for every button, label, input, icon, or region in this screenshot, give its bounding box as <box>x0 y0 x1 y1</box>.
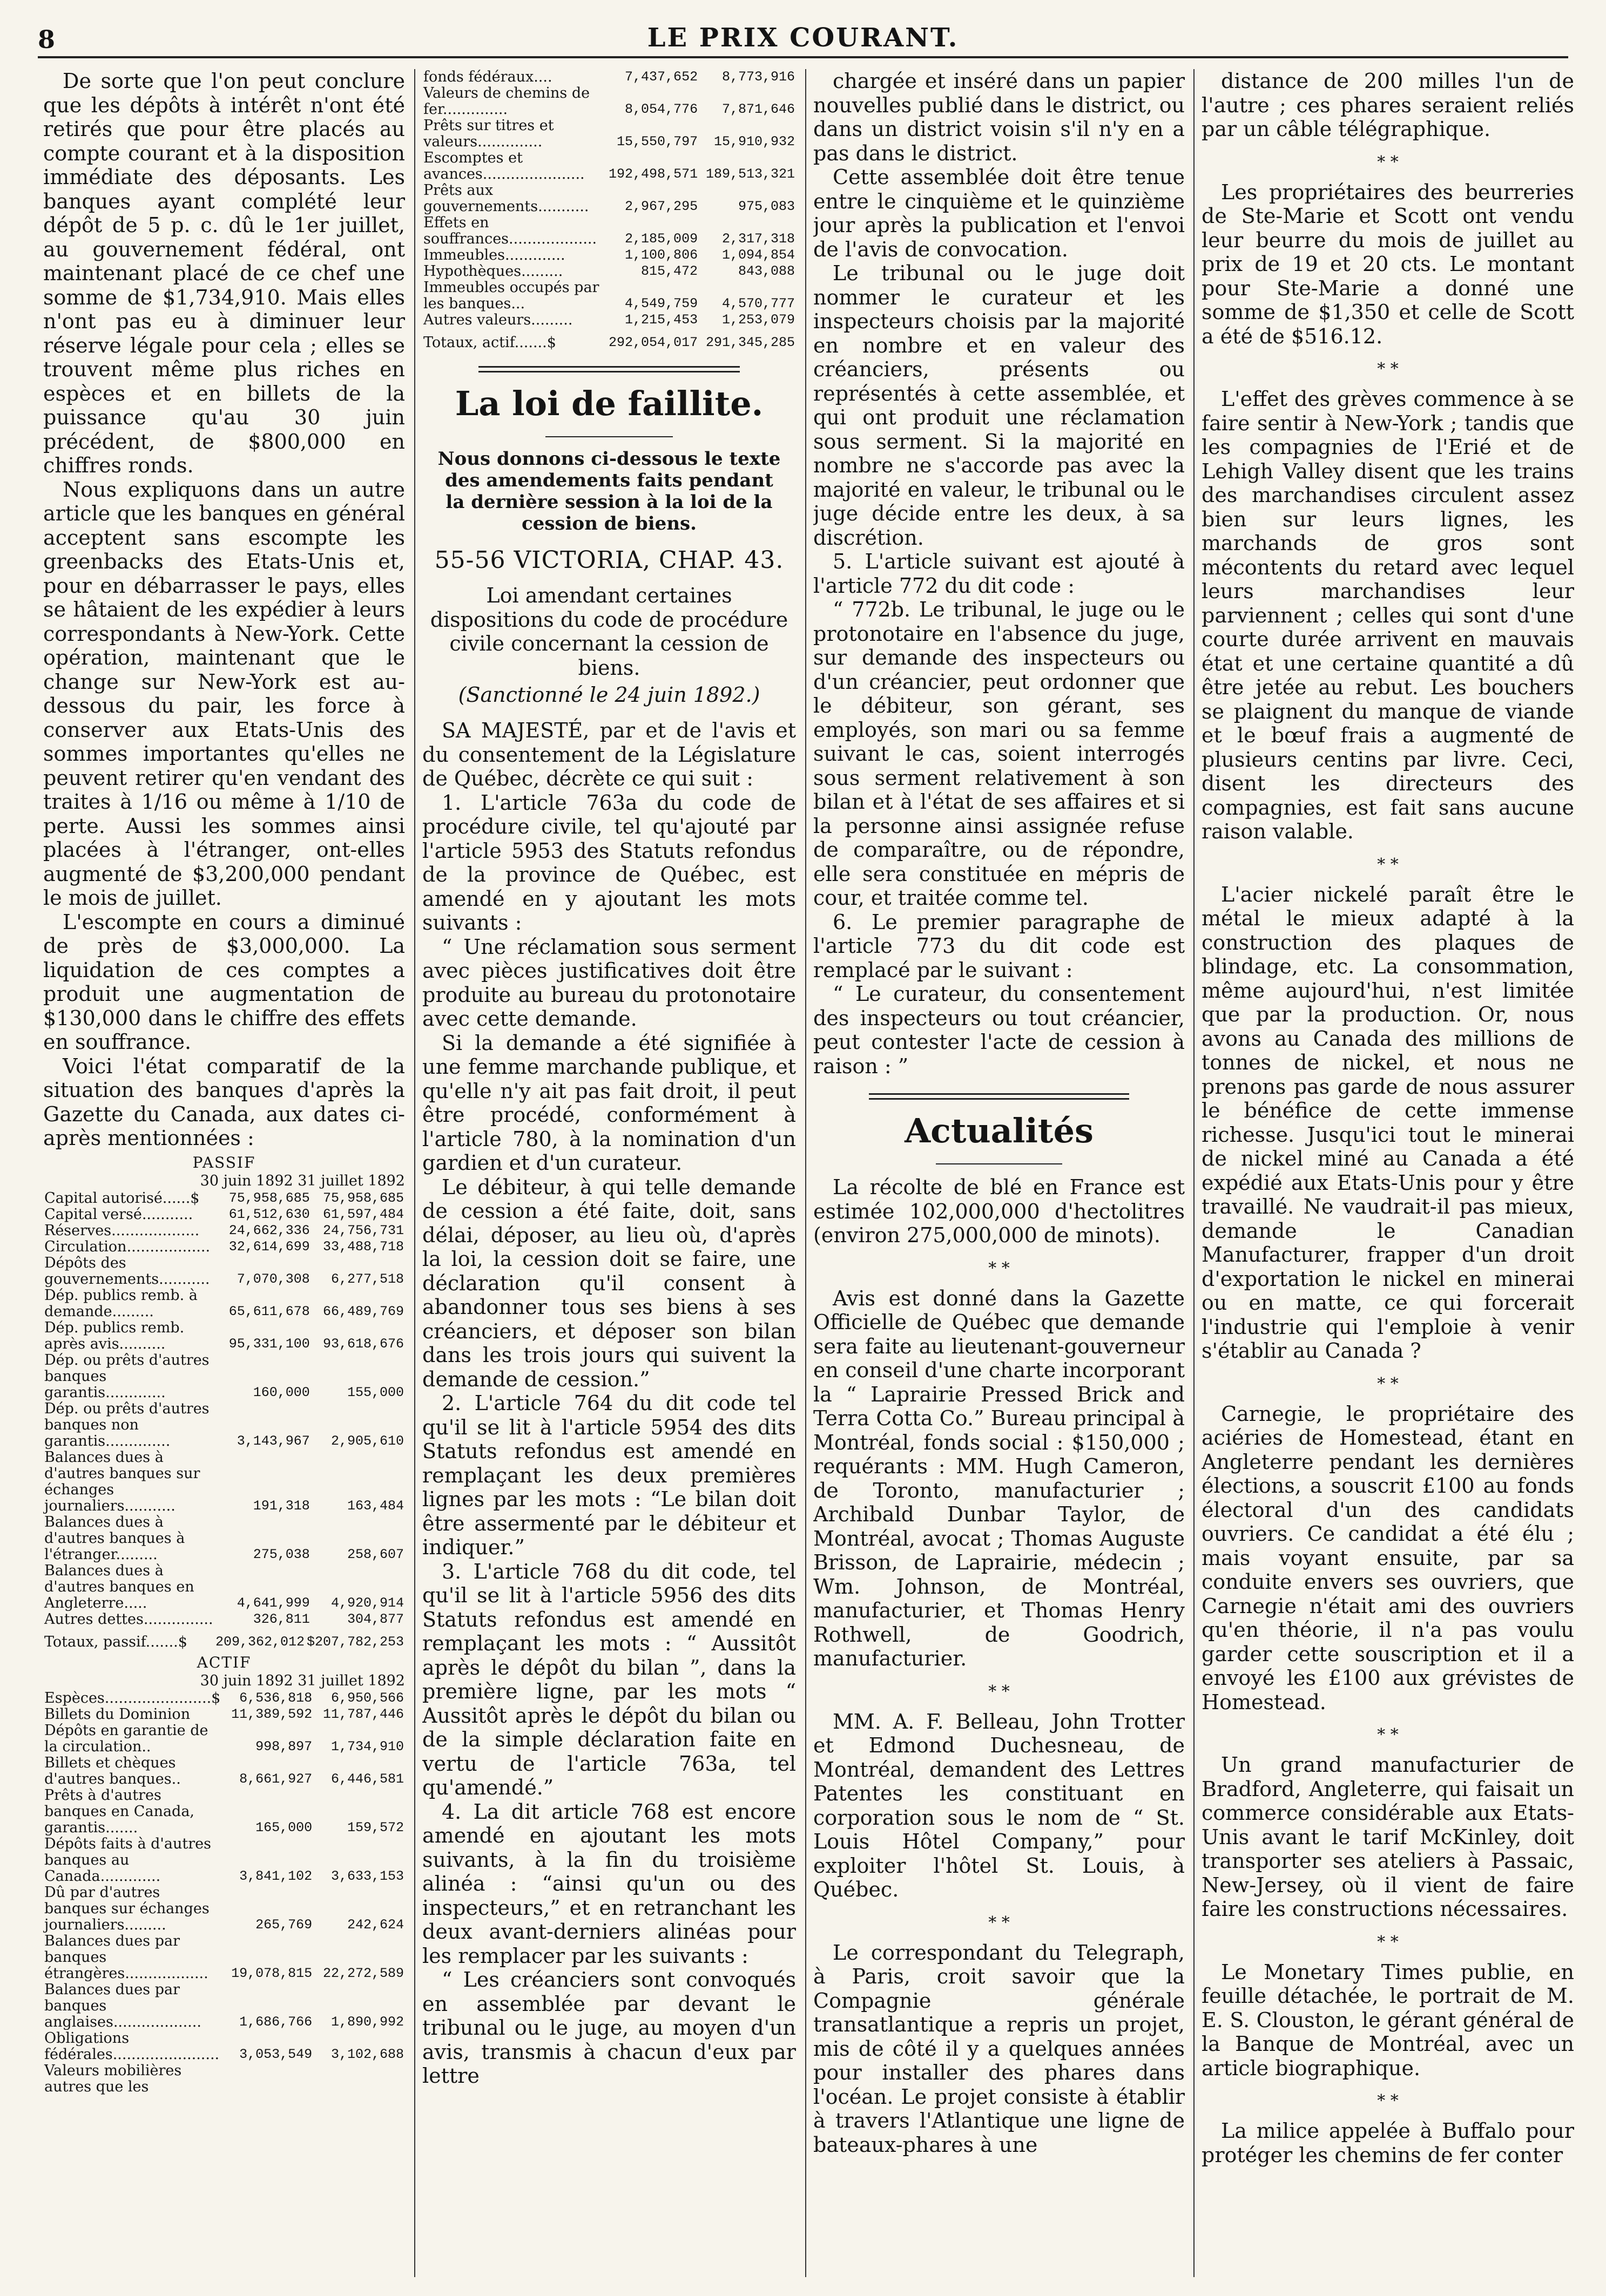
table-row <box>43 1450 405 1514</box>
paragraph: Le correspondant du Telegraph, à Paris, croit savoir que la Compagnie générale transatlantique a repris un projet, mis de côté il y a quelques années pour installer des phares dans l'océan. Le projet consiste à établir à travers l'Atlantique une ligne de bateaux-phares à une <box>813 1940 1185 2157</box>
table-dates: 30 juin 1892 31 juillet 1892 <box>200 1172 405 1189</box>
row-label: Billets du Dominion <box>44 1705 191 1723</box>
divider <box>936 1163 1062 1164</box>
row-value: 6,277,518 <box>330 1271 404 1287</box>
row-label: Dépôts des gouvernements........... <box>44 1254 210 1288</box>
row-label: Escomptes et avances...................... <box>423 150 585 182</box>
row-value: 32,614,699 <box>228 1238 310 1255</box>
row-value: 189,513,321 <box>705 166 795 182</box>
row-value: 843,088 <box>738 263 795 279</box>
row-value: 6,446,581 <box>330 1771 404 1787</box>
row-value: 291,345,285 <box>705 335 795 350</box>
table-row <box>43 1223 405 1239</box>
row-label: fonds fédéraux.... <box>423 69 552 85</box>
paragraph: Le débiteur, à qui telle demande de cession a été faite, doit, sans délai, déposer, au lieu où, d'après la loi, la cession doit se faire, une déclaration qu'il consent à abandonner tous ses biens à ses créanciers, et déposer son bilan dans les trois jours qui suivent la demande de cession.” <box>422 1175 796 1391</box>
table-row <box>422 85 796 118</box>
row-label: Totaux, actif.......$ <box>423 334 556 351</box>
row-label: Billets et chèques d'autres banques.. <box>44 1754 181 1787</box>
separator-stars: * * <box>1377 360 1399 378</box>
article-subtitle: Nous donnons ci-dessous le texte des amendements faits pendant la dernière session à la loi de la cession de biens. <box>437 448 781 534</box>
row-value: 24,662,336 <box>228 1222 310 1238</box>
table-row <box>43 1401 405 1450</box>
paragraph: L'effet des grèves commence à se faire sentir à New-York ; tandis que les compagnies de l'Erié et de Lehigh Valley disent que les trains des marchandises circulent assez bien sur leurs lignes, les marchands de gros sont mécontents du retard avec lequel leurs marchandises leur parviennent ; celles qui sont d'une courte durée arrivent en mauvais état et une certaine quantité a dû être jetée au rebut. Les bouchers se plaignent du manque de viande et le bœuf frais a augmenté de plusieurs centins par livre. Ceci, disent les directeurs des compagnies, est fait sans aucune raison valable. <box>1202 387 1574 843</box>
row-value: 6,536,818 <box>239 1690 313 1706</box>
row-label: Circulation.................. <box>44 1238 211 1255</box>
section-divider <box>478 366 740 372</box>
row-label: Dép. ou prêts d'autres banques garantis............. <box>44 1351 210 1401</box>
paragraph: “ Une réclamation sous serment avec pièces justificatives doit être produite au bureau du protonotaire avec cette demande. <box>422 934 796 1031</box>
row-value <box>313 2063 405 2095</box>
total-row <box>43 1628 405 1650</box>
table-row <box>43 1690 405 1706</box>
row-value: 66,489,769 <box>322 1303 404 1319</box>
paragraph: Nous expliquons dans un autre article que les banques en général acceptent sans escompte les greenbacks des Etats-Unis et, pour en débarrasser le pays, elles se hâtaient de les expédier à leurs correspondants à New-York. Cette opération, maintenant que le change sur New-York est au-dessous du pair, les force à conserver aux Etats-Unis des sommes importantes qu'elles ne peuvent retirer qu'en vendant des traites à 1/16 ou même à 1/10 de perte. Aussi les sommes ainsi placées à l'étranger, ont-elles augmenté de $3,200,000 pendant le mois de juillet. <box>43 477 405 910</box>
news-items-continued <box>1202 69 1574 2167</box>
row-label: Réserves................... <box>44 1222 200 1239</box>
row-label: Hypothèques......... <box>423 263 563 280</box>
paragraph: “ Le curateur, du consentement des inspecteurs ou tout créancier, peut contester l'acte de cession à raison : ” <box>813 982 1185 1078</box>
paragraph: “ Les créanciers sont convoqués en assemblée par devant le tribunal ou le juge, au moyen d'un avis, transmis à chacun d'eux par lettre <box>422 1968 796 2088</box>
row-value <box>221 2063 313 2095</box>
paragraph: L'escompte en cours a diminué de près de $3,000,000. La liquidation de ces comptes a produit une augmentation de $130,000 dans le chiffre des effets en souffrance. <box>43 910 405 1054</box>
row-value: 326,811 <box>253 1611 310 1627</box>
article-body <box>422 719 796 2088</box>
row-label: Dû par d'autres banques sur échanges journaliers......... <box>44 1884 210 1933</box>
column-rule <box>1193 69 1195 2277</box>
chapter-heading: 55-56 VICTORIA, CHAP. 43. <box>434 546 784 574</box>
paragraph: 1. L'article 763a du code de procédure civile, tel qu'ajouté par l'article 5953 des Statuts refondus de la province de Québec, est amendé en y ajoutant les mots suivants : <box>422 790 796 934</box>
row-value: 4,570,777 <box>721 296 795 311</box>
page-header <box>38 22 1568 58</box>
paragraph: 4. La dit article 768 est encore amendé en ajoutant les mots suivants, à la fin du troisième alinéa : “ainsi qu'un ou des inspecteurs,” et en retranchant les deux avant-derniers alinéas pour les remplacer par les suivants : <box>422 1799 796 1968</box>
passif-title: PASSIF <box>192 1153 256 1171</box>
row-value: 3,102,688 <box>330 2046 404 2062</box>
row-value: 4,920,914 <box>330 1595 404 1611</box>
table-row <box>43 1706 405 1723</box>
separator-stars: * * <box>1377 855 1399 874</box>
row-value: 4,641,999 <box>237 1595 310 1611</box>
table-row <box>43 1255 405 1288</box>
table-row <box>43 1320 405 1352</box>
actif-table-continued <box>422 69 796 328</box>
row-value: 11,787,446 <box>322 1706 404 1722</box>
row-value: 15,550,797 <box>617 134 698 150</box>
actif-table <box>43 1690 405 2095</box>
paragraph: 3. L'article 768 du dit code, tel qu'il se lit à l'article 5956 des dits Statuts refondus est amendé en remplaçant les mots : “ Aussitôt après le dépôt du bilan ”, dans la première ligne, par les mots “ Aussitôt après le dépôt du bilan ou de la simple déclaration faite en vertu de l'article 763a, tel qu'amendé.” <box>422 1559 796 1799</box>
row-value: 22,272,589 <box>322 1965 404 1981</box>
row-value: 2,185,009 <box>625 231 698 247</box>
paragraph: chargée et inséré dans un papier nouvelles publié dans le district, ou dans un district voisin s'il n'y en a pas dans le district. <box>813 69 1185 165</box>
table-row <box>43 1352 405 1401</box>
table-row <box>43 1933 405 1982</box>
intro-text <box>43 69 405 1150</box>
row-label: Immeubles occupés par les banques... <box>423 279 599 312</box>
row-value: 258,607 <box>347 1546 404 1562</box>
row-value: 159,572 <box>347 1819 404 1836</box>
separator-stars: * * <box>1377 1374 1399 1393</box>
section-title: Actualités <box>905 1111 1094 1150</box>
table-row <box>43 1755 405 1787</box>
row-value: 1,100,806 <box>625 247 698 263</box>
row-value: 1,253,079 <box>721 312 795 328</box>
row-value: 61,512,630 <box>228 1206 310 1222</box>
article-body-continued <box>813 69 1185 1078</box>
row-value: 7,871,646 <box>721 101 795 117</box>
paragraph: 2. L'article 764 du dit code tel qu'il se lit à l'article 5954 des dits Statuts refondus est amendé en remplaçant les deux premières lignes par les mots : “Le bilan doit être assermenté par le débiteur et indiquer.” <box>422 1391 796 1559</box>
row-label: Capital autorisé......$ <box>44 1189 200 1207</box>
column-4 <box>1202 69 1574 2272</box>
row-value: 2,905,610 <box>330 1433 404 1449</box>
table-row <box>422 247 796 263</box>
row-value: 2,967,295 <box>625 199 698 214</box>
table-row <box>43 1723 405 1755</box>
row-value: 1,890,992 <box>330 2014 404 2030</box>
row-value: 292,054,017 <box>609 335 698 350</box>
paragraph: Cette assemblée doit être tenue entre le cinquième et le quinzième jour après la publication et l'envoi de l'avis de convocation. <box>813 165 1185 261</box>
row-value: 192,498,571 <box>609 166 698 182</box>
row-value: 7,437,652 <box>625 69 698 85</box>
row-value: 8,054,776 <box>625 101 698 117</box>
total-row <box>422 328 796 351</box>
row-value: 95,331,100 <box>228 1336 310 1352</box>
separator-stars: * * <box>1377 152 1399 172</box>
separator-stars: * * <box>1377 1725 1399 1744</box>
row-value: 1,094,854 <box>721 247 795 263</box>
table-row <box>422 215 796 247</box>
row-value: 975,083 <box>738 199 795 214</box>
paragraph: La milice appelée à Buffalo pour protéger les chemins de fer conter <box>1202 2119 1574 2167</box>
row-label: Dép. publics remb. après avis.......... <box>44 1319 185 1352</box>
row-value: 24,756,731 <box>322 1222 404 1238</box>
row-value: 6,950,566 <box>330 1690 404 1706</box>
table-row <box>422 263 796 280</box>
paragraph: Avis est donné dans la Gazette Officielle de Québec que demande sera faite au lieutenant-gouverneur en conseil d'une charte incorporant la “ Laprairie Pressed Brick and Terra Cotta Co.” Bureau principal à Montréal, fonds social : $150,000 ; requérants : MM. Hugh Cameron, de Toronto, manufacturier ; Archibald Dunbar Taylor, de Montréal, avocat ; Thomas Auguste Brisson, de Laprairie, médecin ; Wm. Johnson, de Montréal, manufacturier, et Thomas Henry Rothwell, de Goodrich, manufacturier. <box>813 1286 1185 1670</box>
row-value: 265,769 <box>255 1916 313 1933</box>
table-row <box>422 118 796 150</box>
row-label: Totaux, passif.......$ <box>44 1633 187 1650</box>
table-row <box>43 1514 405 1563</box>
paragraph: “ 772b. Le tribunal, le juge ou le protonotaire en l'absence du juge, sur demande des inspecteurs ou d'un créancier, peut ordonner que le débiteur, son gérant, ses employés, son mari ou sa femme suivant le cas, soient interrogés sous serment relativement à son bilan et à l'état de ses affaires et si la personne ainsi assignée refuse de comparaître, ou de répondre, elle sera constituée en mépris de cour, et traitée comme tel. <box>813 598 1185 910</box>
paragraph: De sorte que l'on peut conclure que les dépôts à intérêt n'ont été retirés que pour être placés au compte courant et à la disposition immédiate des déposants. Les banques ayant complété leur dépôt de 5 p. c. dû le 1er juillet, au gouvernement fédéral, ont maintenant placé de ce chef une somme de $1,734,910. Mais elles n'ont pas eu à diminuer leur réserve légale pour cela ; elles se trouvent même plus riches en espèces et en billets de la puissance qu'au 30 juin précédent, de $800,000 en chiffres ronds. <box>43 69 405 477</box>
paragraph: SA MAJESTÉ, par et de l'avis et du consentement de la Législature de Québec, décrète ce qui suit : <box>422 719 796 790</box>
row-value: 93,618,676 <box>322 1336 404 1352</box>
column-rule <box>414 69 415 2277</box>
paragraph: L'acier nickelé paraît être le métal le mieux adapté à la construction des plaques de blindage, etc. La consommation, même aujourd'hui, n'est limitée que par la production. Or, nous avons au Canada des millions de tonnes de nickel, et nous ne prenons pas garde de nous assurer le bénéfice de cette immense richesse. Jusqu'ici tout le minerai de nickel miné au Canada a été expédié aux Etats-Unis pour y être travaillé. Ne vaudrait-il pas mieux, demande le Canadian Manufacturer, frapper d'un droit d'exportation le nickel en minerai ou en matte, ce qui forcerait l'industrie qui l'emploie à venir s'établir au Canada ? <box>1202 882 1574 1363</box>
row-value: 1,734,910 <box>330 1738 404 1755</box>
row-label: Valeurs mobilières autres que les <box>44 2062 182 2095</box>
row-label: Dépôts faits à d'autres banques au Canada............. <box>44 1835 211 1885</box>
table-row <box>43 1190 405 1207</box>
table-row <box>43 1982 405 2030</box>
row-value: 3,053,549 <box>239 2046 313 2062</box>
row-value: 2,317,318 <box>721 231 795 247</box>
row-label: Autres valeurs......... <box>423 311 573 328</box>
row-value: 275,038 <box>253 1546 310 1562</box>
row-value: 163,484 <box>347 1498 404 1514</box>
paragraph: 6. Le premier paragraphe de l'article 773 du dit code est remplacé par le suivant : <box>813 910 1185 982</box>
separator-stars: * * <box>988 1682 1010 1701</box>
paragraph: Les propriétaires des beurreries de Ste-Marie et Scott ont vendu leur beurre du mois de juillet au prix de 19 et 20 cts. Le montant pour Ste-Marie a donné une somme de $1,350 et celle de Scott a été de $516.12. <box>1202 180 1574 348</box>
row-value: 209,362,012 <box>215 1634 305 1650</box>
paragraph: 5. L'article suivant est ajouté à l'article 772 du dit code : <box>813 550 1185 598</box>
paragraph: distance de 200 milles l'un de l'autre ; ces phares seraient reliés par un câble télégraphique. <box>1202 69 1574 141</box>
row-value: $207,782,253 <box>306 1634 404 1650</box>
row-value: 15,910,932 <box>713 134 795 150</box>
table-row <box>422 69 796 85</box>
row-value: 1,686,766 <box>239 2014 313 2030</box>
row-label: Balances dues par banques anglaises................... <box>44 1981 201 2030</box>
row-value: 19,078,815 <box>231 1965 313 1981</box>
page-number: 8 <box>38 25 56 54</box>
table-dates: 30 juin 1892 31 juillet 1892 <box>200 1672 405 1689</box>
sanction-date: (Sanctionné le 24 juin 1892.) <box>458 683 760 707</box>
act-title: Loi amendant certaines dispositions du code de procédure civile concernant la cession de biens. <box>430 584 788 680</box>
row-value: 33,488,718 <box>322 1238 404 1255</box>
row-value: 242,624 <box>347 1916 404 1933</box>
row-value: 191,318 <box>253 1498 310 1514</box>
row-label: Balances dues à d'autres banques sur échanges journaliers........... <box>44 1448 200 1514</box>
row-value: 3,841,102 <box>239 1868 313 1884</box>
paragraph: Un grand manufacturier de Bradford, Angleterre, qui faisait un commerce considérable aux Etats-Unis avant le tarif McKinley, doit transporter ses ateliers à Passaic, New-Jersey, où il vient de faire faire les constructions nécessaires. <box>1202 1753 1574 1921</box>
row-label: Balances dues par banques étrangères.................. <box>44 1932 208 1982</box>
paragraph: Si la demande a été signifiée à une femme marchande publique, et qu'elle n'y ait pas fait droit, il peut être procédé, conformément à l'article 780, à la nomination d'un gardien et d'un curateur. <box>422 1031 796 1175</box>
paragraph: MM. A. F. Belleau, John Trotter et Edmond Duchesneau, de Montréal, demandent des Lettres Patentes les constituant en corporation sous le nom de “ St. Louis Hôtel Company,” pour exploiter l'hôtel St. Louis, à Québec. <box>813 1709 1185 1901</box>
table-row <box>43 2063 405 2095</box>
row-value: 155,000 <box>347 1384 404 1400</box>
table-row <box>43 1787 405 1836</box>
separator-stars: * * <box>1377 1932 1399 1952</box>
row-label: Espèces.......................$ <box>44 1689 221 1706</box>
separator-stars: * * <box>1377 2091 1399 2110</box>
row-label: Autres dettes............... <box>44 1610 213 1628</box>
table-row <box>43 2030 405 2063</box>
table-row <box>422 280 796 312</box>
row-label: Obligations fédérales....................... <box>44 2029 220 2063</box>
actif-total <box>422 328 796 351</box>
column-1 <box>43 69 405 2272</box>
news-items <box>813 1175 1185 2157</box>
row-label: Prêts à d'autres banques en Canada, garantis....... <box>44 1786 195 1836</box>
paragraph: Le Monetary Times publie, en feuille détachée, le portrait de M. E. S. Clouston, le gérant général de la Banque de Montréal, avec un article biographique. <box>1202 1960 1574 2080</box>
row-value: 1,215,453 <box>625 312 698 328</box>
row-value: 160,000 <box>253 1384 310 1400</box>
paragraph: Carnegie, le propriétaire des aciéries de Homestead, étant en Angleterre pendant les dernières élections, a souscrit £100 au fonds électoral d'un des candidats ouvriers. Ce candidat a été élu ; mais voyant ensuite, par sa conduite envers ses ouvriers, que Carnegie n'était ami des ouvriers qu'en théorie, il n'a pas voulu garder cette souscription et il a envoyé les £100 aux grévistes de Homestead. <box>1202 1401 1574 1714</box>
column-2 <box>422 69 796 2272</box>
masthead: LE PRIX COURANT. <box>647 23 959 53</box>
row-label: Valeurs de chemins de fer.............. <box>423 85 590 118</box>
row-value: 165,000 <box>255 1819 313 1836</box>
separator-stars: * * <box>988 1258 1010 1278</box>
row-label: Prêts aux gouvernements........... <box>423 182 589 215</box>
row-label: Prêts sur titres et valeurs.............. <box>423 117 554 150</box>
row-value: 61,597,484 <box>322 1206 404 1222</box>
table-row <box>43 1563 405 1611</box>
row-label: Balances dues à d'autres banques à l'étranger......... <box>44 1513 185 1563</box>
row-value: 3,633,153 <box>330 1868 404 1884</box>
passif-table <box>43 1190 405 1628</box>
row-value: 8,773,916 <box>721 69 795 85</box>
row-value: 4,549,759 <box>625 296 698 311</box>
passif-total <box>43 1628 405 1650</box>
row-value: 998,897 <box>255 1738 313 1755</box>
table-row <box>43 1611 405 1628</box>
row-value: 304,877 <box>347 1611 404 1627</box>
table-row <box>422 182 796 215</box>
row-label: Dép. ou prêts d'autres banques non garantis.............. <box>44 1400 210 1450</box>
row-label: Balances dues à d'autres banques en Angleterre..... <box>44 1562 194 1611</box>
row-label: Dép. publics remb. à demande......... <box>44 1286 198 1320</box>
article-title: La loi de faillite. <box>455 384 764 423</box>
row-value: 3,143,967 <box>237 1433 310 1449</box>
row-label: Immeubles............. <box>423 247 565 263</box>
section-divider <box>869 1093 1129 1100</box>
table-row <box>43 1885 405 1933</box>
row-value: 815,472 <box>641 263 698 279</box>
row-value: 65,611,678 <box>228 1303 310 1319</box>
table-row <box>43 1836 405 1885</box>
table-row <box>43 1207 405 1223</box>
row-label: Capital versé........... <box>44 1205 193 1223</box>
column-3 <box>813 69 1185 2272</box>
table-row <box>422 150 796 182</box>
row-value: 75,958,685 <box>228 1190 310 1206</box>
row-value: 8,661,927 <box>239 1771 313 1787</box>
divider <box>545 436 672 437</box>
paragraph: Le tribunal ou le juge doit nommer le curateur et les inspecteurs choisis par la majorité en nombre et en valeur des créanciers, présents ou représentés à cette assemblée, et qui ont produit une réclamation sous serment. Si la majorité en nombre ne s'accorde pas avec la majorité en valeur, le tribunal ou le juge décide entre les deux, à sa discrétion. <box>813 261 1185 550</box>
row-label: Effets en souffrances................... <box>423 214 597 247</box>
actif-title: ACTIF <box>197 1653 252 1671</box>
row-value: 75,958,685 <box>322 1190 404 1206</box>
paragraph: La récolte de blé en France est estimée 102,000,000 d'hectolitres (environ 275,000,000 de minots). <box>813 1175 1185 1247</box>
column-rule <box>805 69 806 2277</box>
table-row <box>43 1239 405 1255</box>
table-row <box>422 312 796 328</box>
table-row <box>43 1288 405 1320</box>
row-value: 7,070,308 <box>237 1271 310 1287</box>
separator-stars: * * <box>988 1913 1010 1932</box>
row-label: Dépôts en garantie de la circulation.. <box>44 1722 208 1755</box>
paragraph: Voici l'état comparatif de la situation des banques d'après la Gazette du Canada, aux dates ci-après mentionnées : <box>43 1054 405 1150</box>
row-value: 11,389,592 <box>231 1706 313 1722</box>
